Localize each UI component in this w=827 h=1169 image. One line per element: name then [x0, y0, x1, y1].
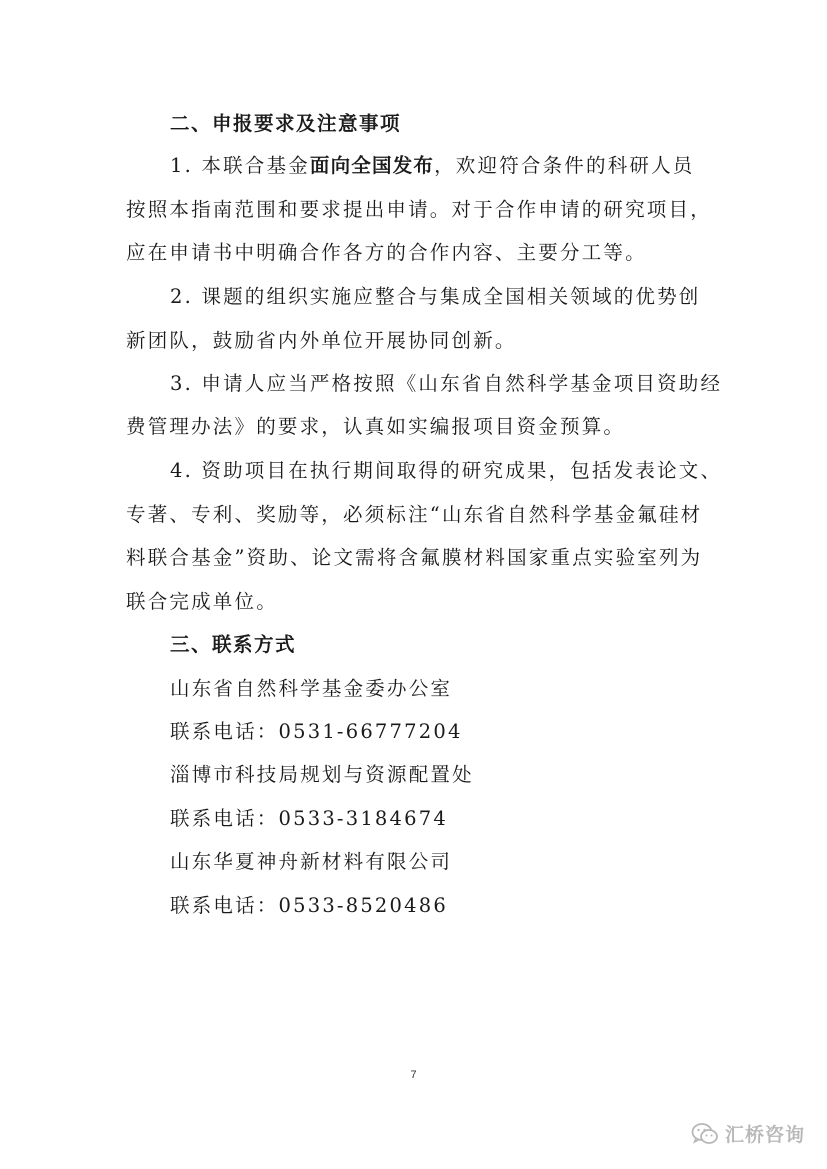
paragraph-item-1-line-3: 应在申请书中明确合作各方的合作内容、主要分工等。	[126, 241, 647, 264]
item-1-prefix: 1. 本联合基金	[170, 154, 310, 177]
paragraph-item-3-line-1: 3. 申请人应当严格按照《山东省自然科学基金项目资助经	[170, 372, 723, 395]
wechat-icon	[691, 1122, 719, 1146]
paragraph-item-2-line-2: 新团队，鼓励省内外单位开展协同创新。	[126, 329, 517, 352]
paragraph-item-2-line-1: 2. 课题的组织实施应整合与集成全国相关领域的优势创	[170, 285, 701, 308]
section-heading-contacts: 三、联系方式	[170, 633, 297, 656]
paragraph-item-4-line-3: 料联合基金”资助、论文需将含氟膜材料国家重点实验室列为	[126, 546, 703, 569]
watermark-text: 汇桥咨询	[724, 1124, 805, 1146]
watermark	[691, 1120, 805, 1147]
contact-phone-1: 联系电话：0531-66777204	[170, 720, 463, 743]
item-1-emphasis: 面向全国发布	[309, 154, 435, 177]
contact-phone-3: 联系电话：0533-8520486	[170, 894, 448, 917]
contact-org-3: 山东华夏神舟新材料有限公司	[170, 850, 453, 873]
page-number: 7	[410, 1069, 417, 1081]
paragraph-item-3-line-2: 费管理办法》的要求，认真如实编报项目资金预算。	[126, 415, 626, 438]
contact-org-1: 山东省自然科学基金委办公室	[170, 677, 453, 700]
paragraph-item-4-line-1: 4. 资助项目在执行期间取得的研究成果，包括发表论文、	[170, 459, 723, 482]
section-heading-requirements: 二、申报要求及注意事项	[170, 112, 402, 135]
contact-phone-2: 联系电话：0533-3184674	[170, 807, 448, 830]
paragraph-item-4-line-4: 联合完成单位。	[126, 590, 278, 613]
paragraph-item-1-line-2: 按照本指南范围和要求提出申请。对于合作申请的研究项目，	[126, 198, 712, 221]
item-1-rest: ，欢迎符合条件的科研人员	[434, 154, 695, 177]
paragraph-item-4-line-2: 专著、专利、奖励等，必须标注“山东省自然科学基金氟硅材	[126, 503, 703, 526]
paragraph-item-1-line-1	[170, 153, 695, 179]
contact-org-2: 淄博市科技局规划与资源配置处	[170, 763, 474, 786]
